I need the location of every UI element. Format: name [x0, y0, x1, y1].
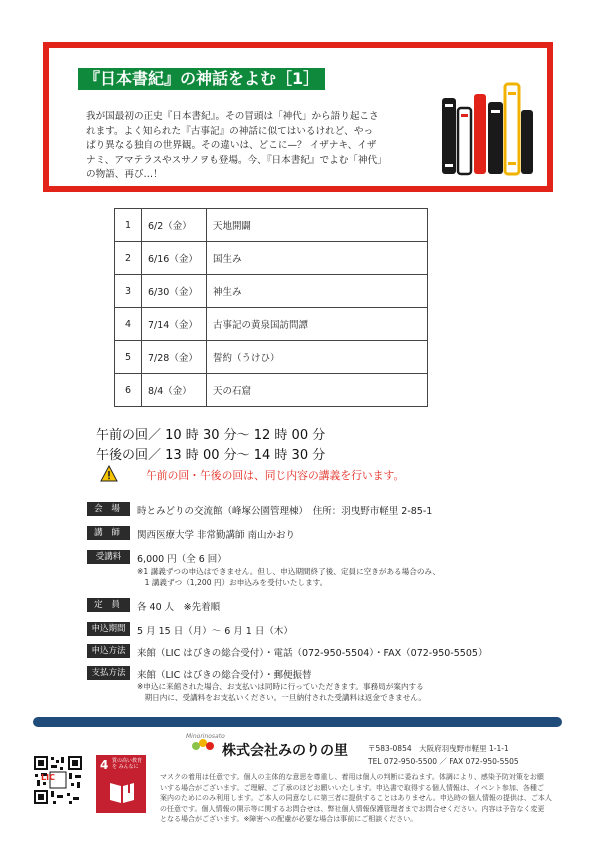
book-icon — [108, 779, 136, 805]
payment-note: ※申込に来館された場合、お支払いは同時に行っていただきます。事務局が案内する — [137, 682, 424, 691]
fee-value: 6,000 円（全 6 回） — [137, 554, 227, 565]
fee-note: 1 講義ずつ（1,200 円）お申込みを受付いたします。 — [137, 578, 328, 587]
intro-text — [86, 110, 431, 183]
table-row: 5 7/28（金） 誓約（うけひ） — [115, 341, 428, 374]
company-name: 株式会社みのりの里 — [222, 743, 348, 759]
intro-line: 我が国最初の正史『日本書紀』。その冒頭は「神代」から語り起こさ — [86, 111, 379, 122]
intro-line: の物語、再び…！ — [86, 169, 163, 180]
period-value: 5 月 15 日（月）～ 6 月 1 日（木） — [137, 626, 293, 637]
afternoon-session-time: 午後の回／ 13 時 00 分～ 14 時 30 分 — [96, 448, 326, 463]
table-row: 4 7/14（金） 古事記の黄泉国訪問譚 — [115, 308, 428, 341]
payment-label: 支払方法 — [87, 666, 130, 680]
method-value: 来館（LIC はびきの総合受付）・電話（072-950-5504）・FAX（072-950-5505） — [137, 648, 488, 659]
capacity-value: 各 40 人 ※先着順 — [137, 602, 221, 613]
table-row: 6 8/4（金） 天の石窟 — [115, 374, 428, 407]
method-label: 申込方法 — [87, 644, 130, 658]
payment-value: 来館（LIC はびきの総合受付）・郵便振替 — [137, 670, 312, 681]
warning-text: 午前の回・午後の回は、同じ内容の講義を行います。 — [146, 469, 405, 482]
morning-session-time: 午前の回／ 10 時 30 分～ 12 時 00 分 — [96, 428, 326, 443]
fee-label: 受講料 — [87, 550, 130, 564]
qr-logo-text: LIC — [41, 773, 55, 782]
books-icon — [440, 80, 535, 176]
intro-line: ナミ、アマテラスやスサノヲも登場。今、『日本書紀』でよむ「神代」 — [86, 154, 387, 166]
page-title: 『日本書紀』の神話をよむ［1］ — [78, 68, 325, 90]
privacy-notice: マスクの着用は任意です。個人の主体的な意思を尊重し、着用は個人の判断に委ねます。体調により、感染予防対策をお願 いする場合がございます。ご理解、ご了承のほどお願いいたします。申込書で取得する個人情報は、イベント参加、各種ご 案内のためにのみ利用します。ご本人の同意なしに第三者に提供することはありません。申込時の個人情報の提供は、ご本人 の任意です。個人情報の開示等に関するお問合せは、弊社個人情報保護管理者までお問合せください。内容は予告なく変更 となる場合がございます。※障害への配慮が必要な場合は事前にご相談ください。 — [160, 773, 552, 823]
lecturer-value: 関西医療大学 非常勤講師 南山かおり — [137, 530, 296, 541]
table-row: 3 6/30（金） 神生み — [115, 275, 428, 308]
schedule-table — [114, 208, 428, 407]
intro-line: ぱり異なる独自の世界観。その違いは、どこに—？ イザナキ、イザ — [86, 140, 377, 151]
intro-line: れます。よく知られた『古事記』の神話に似てはいるけれど、やっ — [86, 125, 374, 137]
payment-note: 期日内に、受講料をお支払いください。一旦納付された受講料は返金できません。 — [137, 693, 427, 702]
warning-icon — [100, 465, 118, 482]
venue-label: 会 場 — [87, 502, 130, 516]
table-row: 1 6/2（金） 天地開闢 — [115, 209, 428, 242]
lecturer-label: 講 師 — [87, 526, 130, 540]
company-address: 〒583-0854 大阪府羽曳野市軽里 1-1-1 — [368, 744, 509, 753]
capacity-label: 定 員 — [87, 598, 130, 612]
sdg-goal-badge: 4 質の高い教育を みんなに — [96, 755, 146, 813]
company-logo-caption: Minorinosato — [186, 733, 225, 740]
company-phone-fax: TEL 072-950-5500 ／ FAX 072-950-5505 — [368, 757, 519, 766]
venue-value: 時とみどりの交流館（峰塚公園管理棟） 住所：羽曳野市軽里 2-85-1 — [137, 506, 433, 517]
fee-note: ※1 講義ずつの申込はできません。但し、申込期間終了後、定員に空きがある場合のみ、 — [137, 567, 441, 576]
footer-divider — [33, 717, 562, 727]
table-row: 2 6/16（金） 国生み — [115, 242, 428, 275]
period-label: 申込期間 — [87, 622, 130, 636]
